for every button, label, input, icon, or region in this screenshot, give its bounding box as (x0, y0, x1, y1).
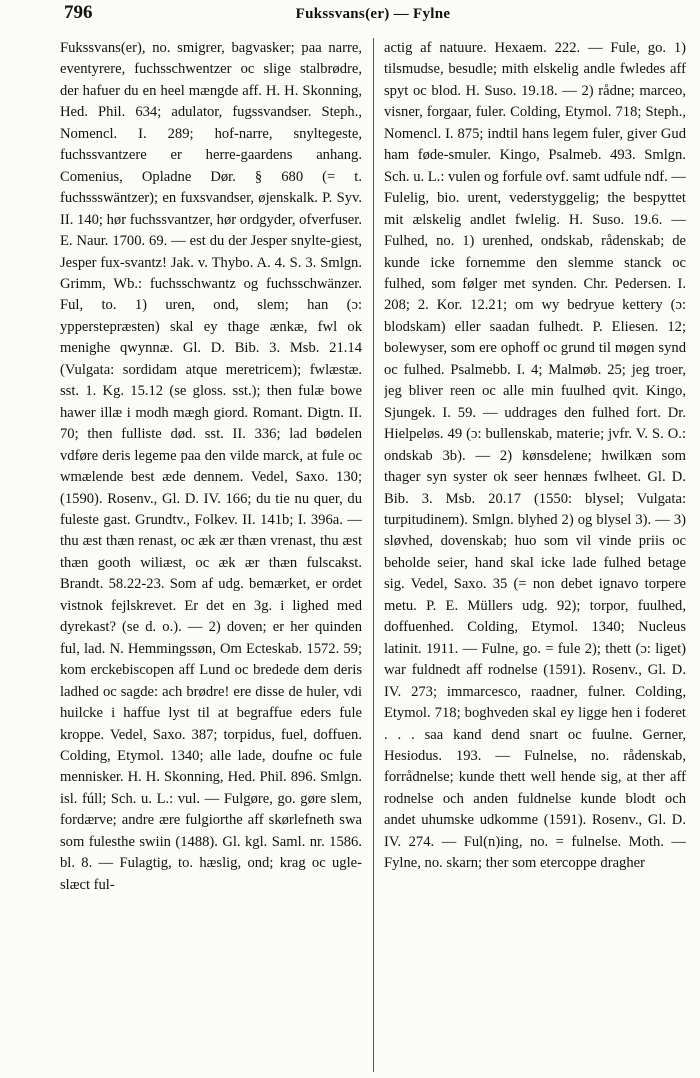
running-head: Fukssvans(er) — Fylne (295, 6, 451, 22)
left-column (60, 38, 362, 1072)
page-number: 796 (64, 2, 93, 23)
left-column-text: Fukssvans(er), no. smigrer, bagvasker; paa narre, eventyrere, fuchsschwentzer oc slige stalbrødre, der hafuer du en heel mængde aff. H. H. Skonning, Hed. Phil. 634; adulator, fugssvandser. Steph., Nomencl. I. 289; hof-narre, snyltegeste, fuchssvantzere er herre-gaardens anhang. Comenius, Opladne Dør. § 680 (= t. fuchssswäntzer); en fuxsvandser, øjenskalk. P. Syv. II. 140; hør fuchssvantzer, hør ordgyder, ofverfuser. E. Naur. 1700. 69. — est du der Jesper snylte-giest, Jesper fux-svantz! Jak. v. Thybo. A. 4. S. 3. Smlgn. Grimm, Wb.: fuchsschwantz og fuchsschwänzer. Ful, to. 1) uren, ond, slem; han (ɔ: ypperstepræsten) skal ey thage ænkæ, fwl ok menighe qwynnæ. Gl. D. Bib. 3. Msb. 21.14 (Vulgata: sordidam atque meretricem); fwlæstæ. sst. 1. Kg. 15.12 (se gloss. sst.); then fulæ bowe hawer illæ i modh mægh giord. Romant. Digtn. II. 70; then fulliste død. sst. II. 336; lad bødelen vdføre deris legeme paa den vilde marck, at fule oc wmælende best æde dennem. Vedel, Saxo. 130; (1590). Rosenv., Gl. D. IV. 166; du tie nu quer, du fuleste gast. Grundtv., Folkev. II. 141b; I. 396a. — thu æst thæn renast, oc æk ær thæn vrenast, thu æst thæn gooth wiliæst, oc æk ær thæn fulscakst. Brandt. 58.22-23. Som af udg. bemærket, er ordet vistnok fejlskrevet. Er det en 3g. i lighed med dyrekast? (se d. o.). — 2) doven; er her quinden ful, lad. N. Hemmingssøn, Om Ecteskab. 1572. 59; kom erckebiscopen aff Lund oc bredede dem deris ladhed oc sagde: ach brødre! ere disse de huler, vdi huilcke i haffue lyst til at begraffue eders fule kroppe. Vedel, Saxo. 387; torpidus, fuel, doffuen. Colding, Etymol. 1340; alle lade, doufne oc fule mennisker. H. H. Skonning, Hed. Phil. 896. Smlgn. isl. fúll; Sch. u. L.: vul. — Fulgøre, go. gøre slem, fordærve; andre ære fulgiorthe aff skørlefneth swa som fulesthe swiin (1488). Gl. kgl. Saml. nr. 1586. bl. 8. — Fulagtig, to. hæslig, ond; krag oc ugle-slæct ful- (60, 40, 362, 893)
right-column-text: actig af natuure. Hexaem. 222. — Fule, go. 1) tilsmudse, besudle; mith elskelig andle fwledes aff spyt oc blod. H. Suso. 19.18. — 2) rådne; marceo, visner, forgaar, fuler. Colding, Etymol. 718; Steph., Nomencl. I. 875; indtil hans legem fuler, giver Gud ham føde-smuler. Kingo, Psalmeb. 493. Smlgn. Sch. u. L.: vulen og forfule ovf. samt udfule ndf. — Fulelig, bio. urent, vederstyggelig; the bespyttet mit ælskelig andlet fwlelig. H. Suso. 19.6. — Fulhed, no. 1) urenhed, ondskab, rådenskab; de kunde icke fornemme den slemme stanck oc fulhed, som følger met synden. Chr. Pedersen. I. 208; 2. Kor. 12.21; om wy bedryue kettery (ɔ: blodskam) eller saadan fulhedt. P. Eliesen. 12; bolewyser, som ere ophoff oc grund til møgen synd oc fulhed. Psalmebb. I. 4; Malmøb. 25; jeg troer, jeg bliver reen oc alle min fuulhed qvit. Kingo, Sjungek. I. 59. — uddrages den fulhed fort. Dr. Hielpeløs. 49 (ɔ: bullenskab, materie; jvfr. V. S. O.: ondskab 3b). — 2) kønsdelene; hwilkæn som thager syn syster ok seer hennæs fwlheet. Gl. D. Bib. 3. Msb. 20.17 (1550: blysel; Vulgata: turpitudinem). Smlgn. blyhed 2) og blysel 3). — 3) sløvhed, dovenskab; huo som vil vinde priis oc beholde seier, hand skal icke lade fulhed betage sig. Vedel, Saxo. 35 (= non debet ignavo torpere metu. P. E. Müllers udg. 92); torpor, fuulhed, doffuenhed. Colding, Etymol. 1340; Nucleus latinit. 1911. — Fulne, go. = fule 2); thett (ɔ: liget) war fuldnedt aff rodnelse (1591). Rosenv., Gl. D. IV. 273; immarcesco, raadner, fulner. Colding, Etymol. 718; boghveden skal ey ligge hen i foderet . . . saa kand dend snart oc fuulne. Gerner, Hesiodus. 193. — Fulnelse, no. rådenskab, forrådnelse; kunde thett well hende sig, at ther aff rodnelse och anden fuldnelse kunde blodt och andet uhumske udkomme (1591). Rosenv., Gl. D. IV. 274. — Ful(n)ing, no. = fulnelse. Moth. — Fylne, no. skarn; ther som etercoppe dragher (384, 40, 686, 872)
page-header (60, 0, 686, 36)
text-columns (60, 38, 686, 1072)
column-divider (373, 38, 374, 1072)
right-column (384, 38, 686, 1072)
